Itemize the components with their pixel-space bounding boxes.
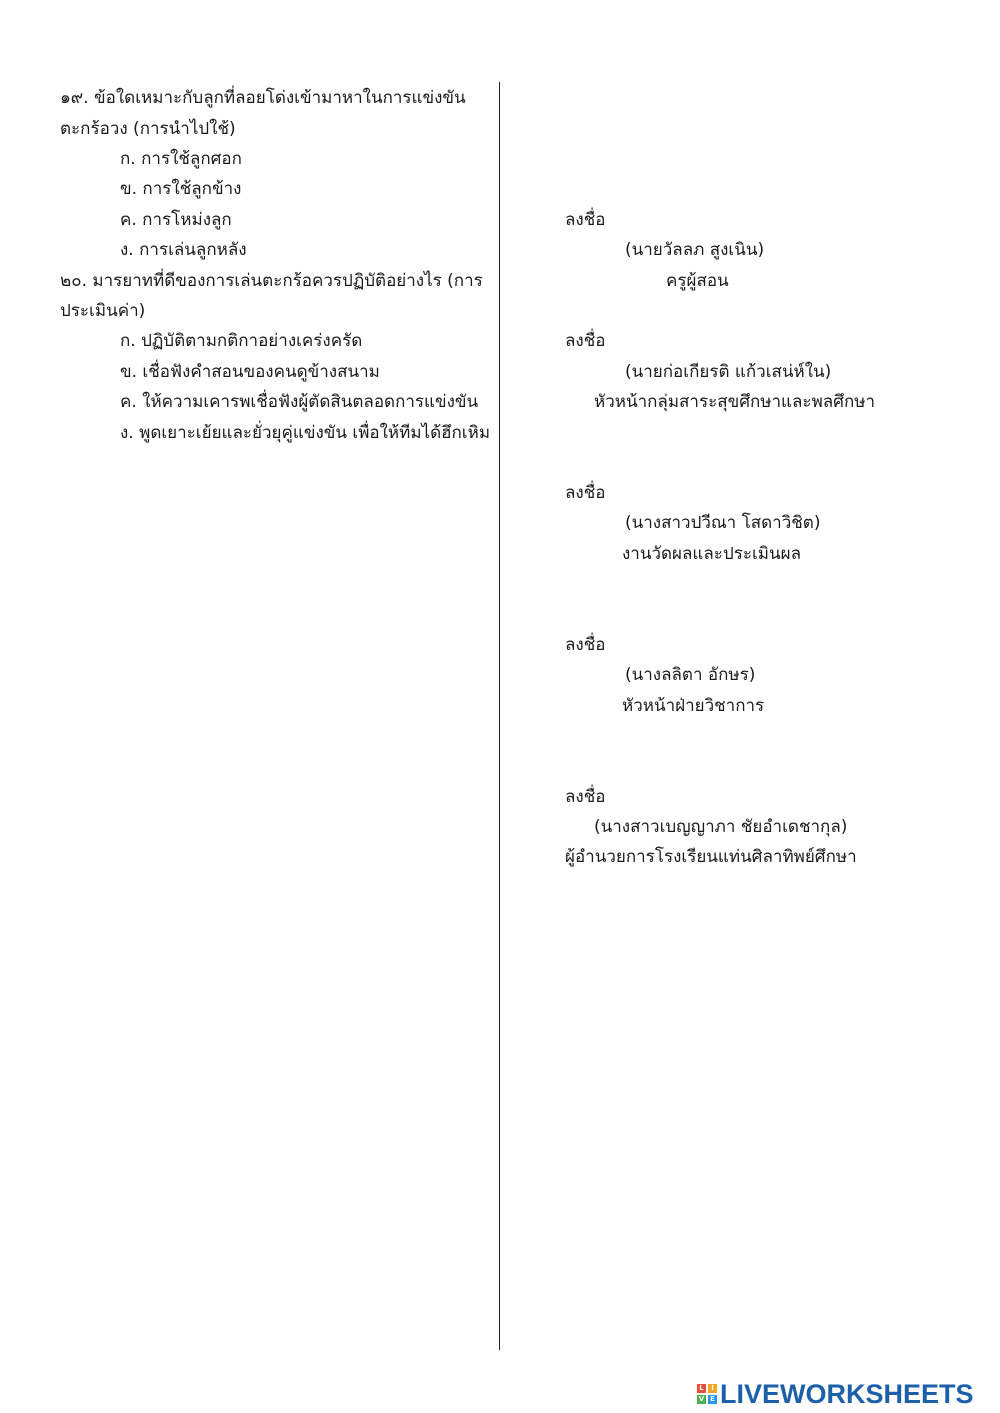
signature-position: ผู้อำนวยการโรงเรียนแท่นศิลาทิพย์ศึกษา bbox=[565, 847, 857, 867]
logo-block-l: L bbox=[697, 1384, 706, 1393]
signature-name: (นายก่อเกียรติ แก้วเสน่ห์ใน) bbox=[625, 362, 832, 382]
q20-option-c: ค. ให้ความเคารพเชื่อฟังผู้ตัดสินตลอดการแข่งขัน bbox=[120, 392, 479, 412]
liveworksheets-logo bbox=[697, 1379, 974, 1409]
q19-option-a: ก. การใช้ลูกศอก bbox=[120, 149, 242, 169]
logo-text: LIVEWORKSHEETS bbox=[720, 1379, 974, 1409]
column-divider bbox=[499, 82, 500, 1350]
q19-stem-line1: ๑๙. ข้อใดเหมาะกับลูกที่ลอยโด่งเข้ามาหาในการแข่งขัน bbox=[60, 88, 466, 108]
q20-option-a: ก. ปฏิบัติตามกติกาอย่างเคร่งครัด bbox=[120, 331, 363, 351]
q19-option-b: ข. การใช้ลูกข้าง bbox=[120, 179, 242, 199]
signature-label: ลงชื่อ bbox=[565, 635, 606, 655]
signature-name: (นางสาวปวีณา โสดาวิชิต) bbox=[625, 513, 821, 533]
signature-name: (นางลลิตา อักษร) bbox=[625, 665, 756, 685]
signature-position: งานวัดผลและประเมินผล bbox=[622, 544, 802, 564]
signature-label: ลงชื่อ bbox=[565, 331, 606, 351]
signature-position: หัวหน้าฝ่ายวิชาการ bbox=[622, 696, 765, 716]
q19-option-d: ง. การเล่นลูกหลัง bbox=[120, 240, 247, 260]
logo-blocks-icon bbox=[697, 1384, 717, 1404]
q20-option-b: ข. เชื่อฟังคำสอนของคนดูข้างสนาม bbox=[120, 362, 380, 382]
signature-position: หัวหน้ากลุ่มสาระสุขศึกษาและพลศึกษา bbox=[594, 392, 876, 412]
q20-option-d: ง. พูดเยาะเย้ยและยั่วยุคู่แข่งขัน เพื่อให้ทีมได้ฮึกเหิม bbox=[120, 423, 491, 443]
q20-stem-line1: ๒๐. มารยาทที่ดีของการเล่นตะกร้อควรปฏิบัติอย่างไร (การ bbox=[60, 271, 483, 291]
signature-position: ครูผู้สอน bbox=[666, 271, 729, 291]
q19-stem-line2: ตะกร้อวง (การนำไปใช้) bbox=[60, 119, 236, 139]
signature-label: ลงชื่อ bbox=[565, 483, 606, 503]
signature-name: (นายวัลลภ สูงเนิน) bbox=[625, 240, 765, 260]
signature-name: (นางสาวเบญญาภา ชัยอำเดชากุล) bbox=[594, 817, 848, 837]
q20-stem-line2: ประเมินค่า) bbox=[60, 301, 146, 321]
logo-block-v: V bbox=[698, 1395, 705, 1403]
q19-option-c: ค. การโหม่งลูก bbox=[120, 210, 232, 230]
signature-label: ลงชื่อ bbox=[565, 787, 606, 807]
logo-block-e: E bbox=[708, 1395, 717, 1404]
logo-block-i: I bbox=[708, 1384, 717, 1393]
signature-label: ลงชื่อ bbox=[565, 210, 606, 230]
